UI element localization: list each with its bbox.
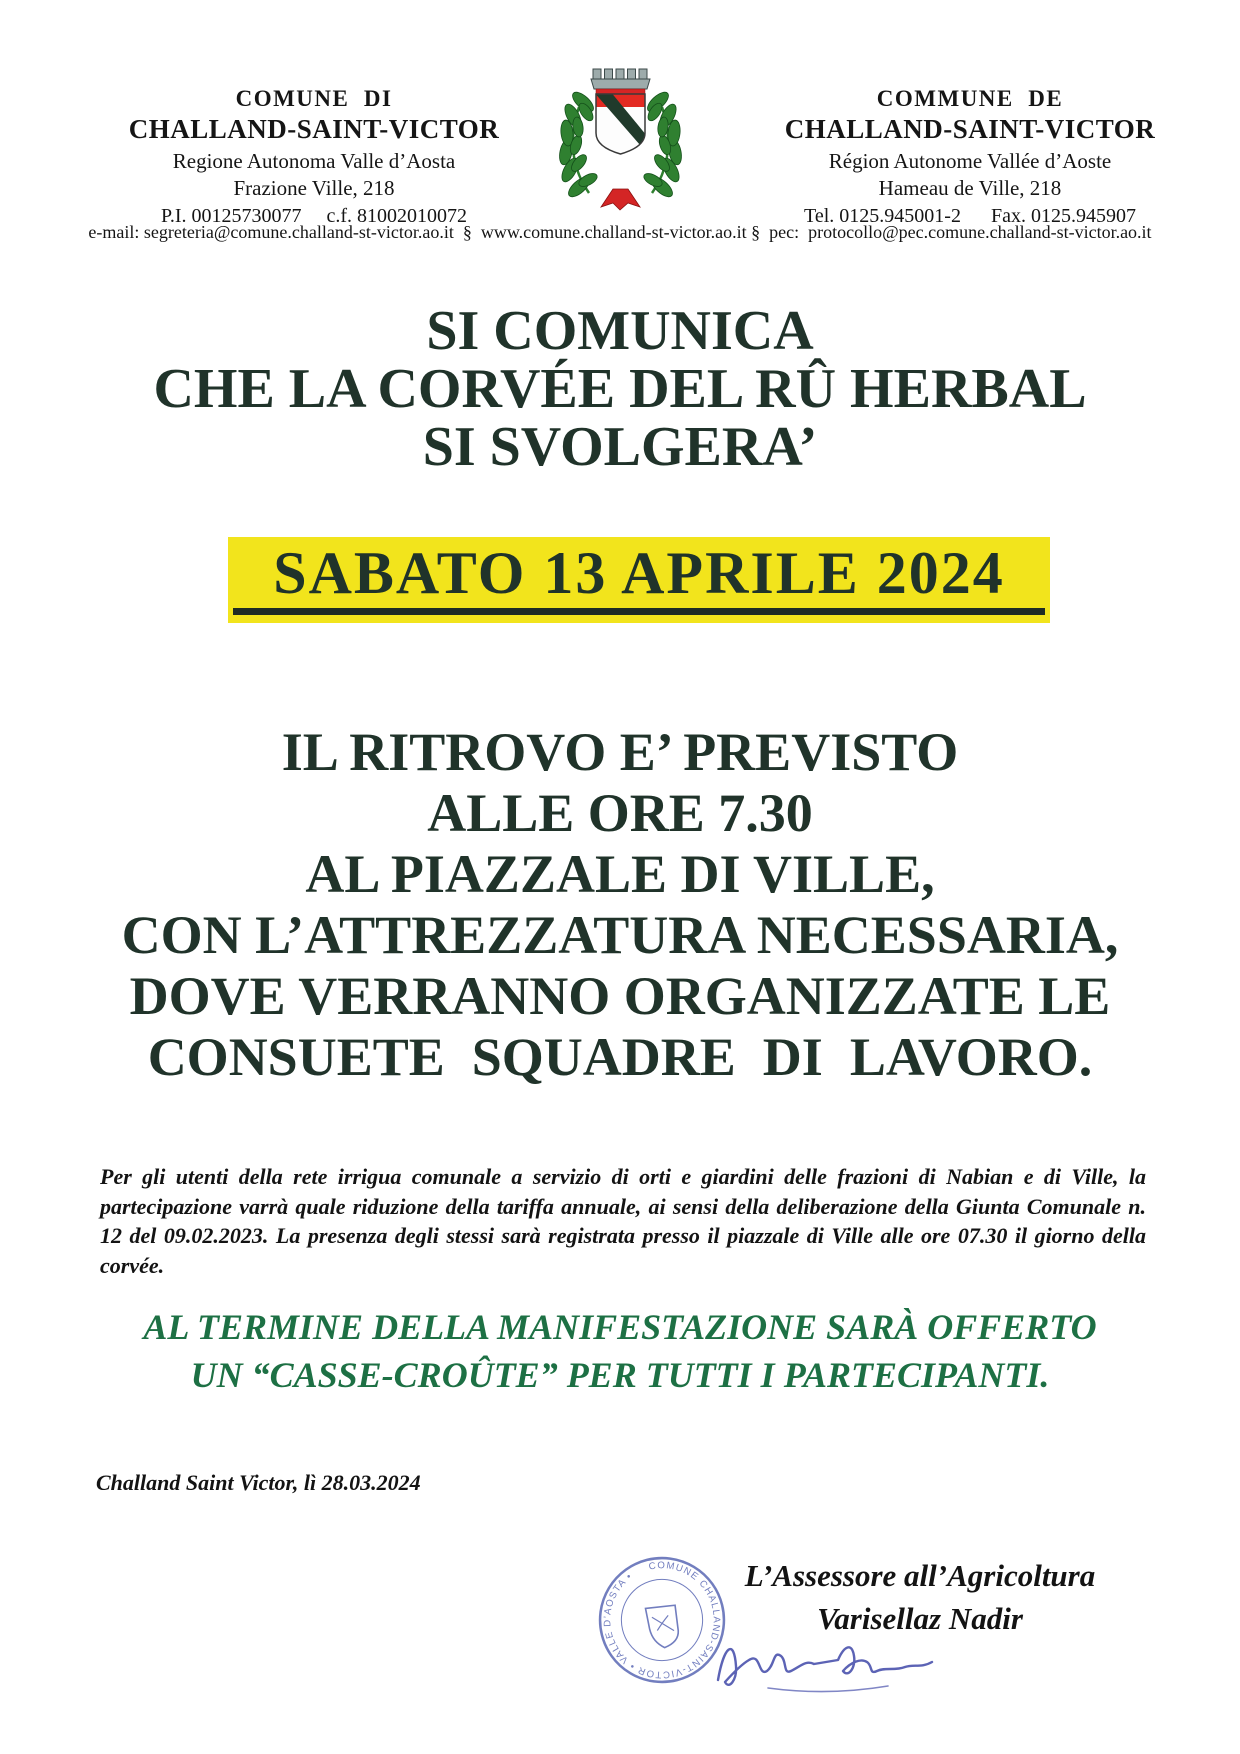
contact-line: e-mail: segreteria@comune.challand-st-victor.ao.it § www.comune.challand-st-victor.ao.it § pec: protocollo@pec.comune.challand-st-victor.ao.it	[88, 222, 1152, 242]
address-line-fr: Hameau de Ville, 218	[878, 176, 1062, 200]
date-banner	[228, 537, 1050, 623]
signatory-name: Varisellaz Nadir	[817, 1601, 1023, 1636]
refreshment-line-2: UN “CASSE-CROÛTE” PER TUTTI I PARTECIPANTI.	[190, 1355, 1050, 1395]
shield	[593, 91, 647, 154]
region-line-fr: Région Autonome Vallée d’Aoste	[828, 149, 1112, 173]
fiscal-codes-line: P.I. 00125730077 c.f. 81002010072	[160, 205, 468, 227]
region-line-it: Regione Autonoma Valle d’Aosta	[172, 149, 456, 173]
handwritten-signature	[708, 1630, 958, 1708]
phone-fax-line: Tel. 0125.945001-2 Fax. 0125.945907	[804, 205, 1136, 227]
meeting-details	[0, 722, 1240, 1088]
refreshment-line-1: AL TERMINE DELLA MANIFESTAZIONE SARÀ OFFERTO	[143, 1307, 1097, 1347]
banner-underline	[233, 608, 1045, 615]
meeting-line-4: CON L’ATTREZZATURA NECESSARIA,	[121, 905, 1119, 965]
intro-line-1: SI COMUNICA	[426, 300, 814, 362]
meeting-line-2: ALLE ORE 7.30	[427, 783, 813, 843]
meeting-line-6: CONSUETE SQUADRE DI LAVORO.	[147, 1027, 1093, 1087]
place-date-line: Challand Saint Victor, lì 28.03.2024	[96, 1470, 421, 1495]
intro-line-3: SI SVOLGERA’	[422, 416, 818, 478]
letterhead-french	[768, 86, 1172, 228]
irrigation-users-note: Per gli utenti della rete irrigua comunale a servizio di orti e giardini delle frazioni di Nabian e di Ville, la partecipazione varrà quale riduzione della tariffa annuale, ai sensi della deliberazione della Giunta Comunale n. 12 del 09.02.2023. La presenza degli stessi sarà registrata presso il piazzale di Ville alle ore 07.30 il giorno della corvée.	[100, 1164, 1146, 1278]
intro-line-2: CHE LA CORVÉE DEL RÛ HERBAL	[153, 358, 1087, 420]
coat-of-arms-graphic	[543, 60, 698, 212]
announcement-heading	[0, 302, 1240, 476]
ribbon	[601, 189, 640, 210]
meeting-line-5: DOVE VERRANNO ORGANIZZATE LE	[129, 966, 1111, 1026]
event-date: SABATO 13 APRILE 2024	[273, 540, 1005, 606]
commune-title-fr: CHALLAND-SAINT-VICTOR	[784, 114, 1156, 144]
commune-name-fr: COMMUNE DE	[876, 86, 1064, 111]
wreath-right	[642, 89, 684, 200]
letterhead-italian	[118, 86, 510, 228]
address-line-it: Frazione Ville, 218	[233, 176, 395, 200]
meeting-line-3: AL PIAZZALE DI VILLE,	[305, 844, 935, 904]
meeting-line-1: IL RITROVO E’ PREVISTO	[281, 722, 959, 782]
wreath-left	[557, 89, 599, 200]
signature-block	[660, 1554, 1180, 1640]
mural-crown	[591, 69, 650, 94]
commune-title-it: CHALLAND-SAINT-VICTOR	[128, 114, 500, 144]
stamp-ring-text: COMUNE CHALLAND-SAINT-VICTOR • VALLE D’AOSTA •	[602, 1560, 722, 1680]
signatory-title: L’Assessore all’Agricoltura	[744, 1558, 1096, 1593]
coat-of-arms	[543, 60, 698, 212]
refreshment-notice	[0, 1303, 1240, 1399]
commune-name-it: COMUNE DI	[235, 86, 393, 111]
signature-graphic	[708, 1630, 958, 1708]
